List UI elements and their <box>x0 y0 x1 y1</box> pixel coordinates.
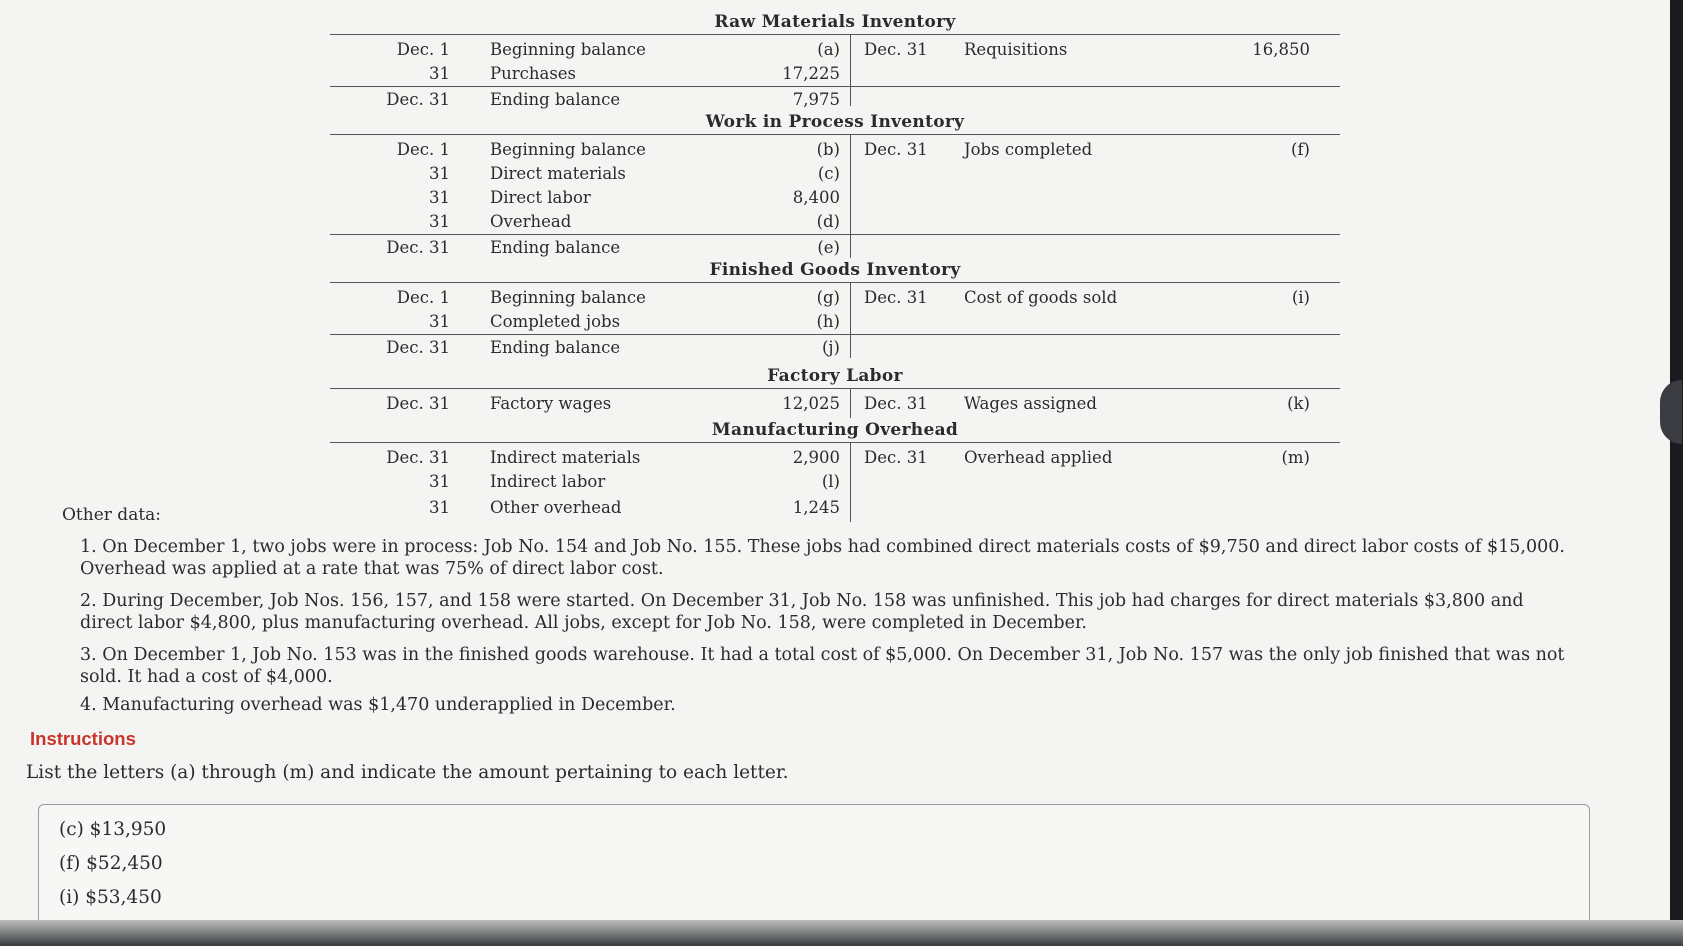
balance-rule <box>330 86 1340 87</box>
entry-description: Factory wages <box>490 394 612 413</box>
answer-line: (c) $13,950 <box>59 819 167 840</box>
entry-description: Direct labor <box>490 188 591 207</box>
credit-row <box>852 140 1340 164</box>
entry-amount: (a) <box>817 40 840 59</box>
debit-row-balance <box>330 238 850 262</box>
credit-row <box>852 394 1340 418</box>
entry-amount: 7,975 <box>792 90 840 109</box>
entry-date: Dec. 31 <box>864 140 928 159</box>
entry-description: Beginning balance <box>490 40 646 59</box>
other-data-label: Other data: <box>62 505 162 525</box>
entry-amount: (h) <box>816 312 840 331</box>
account-top-rule <box>330 442 1340 443</box>
entry-description: Requisitions <box>964 40 1068 59</box>
account-title: Raw Materials Inventory <box>714 12 956 32</box>
entry-date: Dec. 31 <box>386 338 450 357</box>
entry-amount: (d) <box>816 212 840 231</box>
debit-row-balance <box>330 338 850 362</box>
entry-amount: (f) <box>1291 140 1310 159</box>
credit-row <box>852 448 1340 472</box>
entry-date: 31 <box>429 164 450 183</box>
credit-row <box>852 288 1340 312</box>
entry-date: 31 <box>429 64 450 83</box>
answer-line: (f) $52,450 <box>59 853 163 874</box>
entry-description: Overhead <box>490 212 572 231</box>
entry-date: Dec. 31 <box>386 448 450 467</box>
other-data-item-3: 3. On December 1, Job No. 153 was in the finished goods warehouse. It had a total cost of $5,000. On December 31, Job No. 157 was the only job finished that was not sold. It had a cost of $4,000. <box>80 645 1565 687</box>
entry-description: Other overhead <box>490 498 622 517</box>
entry-amount: 17,225 <box>782 64 840 83</box>
debit-row <box>330 40 850 64</box>
entry-description: Ending balance <box>490 90 621 109</box>
other-data-item-2: 2. During December, Job Nos. 156, 157, and 158 were started. On December 31, Job No. 158 was unfinished. This job had charges for direct materials $3,800 and direct labor $4,800, plus manufacturing overhead. All jobs, except for Job No. 158, were completed in December. <box>80 591 1524 633</box>
entry-description: Beginning balance <box>490 140 646 159</box>
entry-amount: (k) <box>1287 394 1310 413</box>
debit-row <box>330 64 850 88</box>
debit-row <box>330 312 850 336</box>
entry-description: Beginning balance <box>490 288 646 307</box>
entry-description: Ending balance <box>490 238 621 257</box>
account-center-rule <box>850 34 851 106</box>
entry-date: Dec. 1 <box>396 140 450 159</box>
debit-row <box>330 164 850 188</box>
debit-row-balance <box>330 90 850 114</box>
other-data-item-1: 1. On December 1, two jobs were in process: Job No. 154 and Job No. 155. These jobs had combined direct materials costs of $9,750 and direct labor costs of $15,000. Overhead was applied at a rate that was 75% of direct labor cost. <box>80 537 1565 579</box>
entry-amount: (l) <box>821 472 840 491</box>
entry-amount: (i) <box>1291 288 1310 307</box>
balance-rule <box>330 234 1340 235</box>
entry-description: Cost of goods sold <box>964 288 1118 307</box>
entry-amount: 2,900 <box>792 448 840 467</box>
entry-description: Indirect materials <box>490 448 641 467</box>
entry-date: Dec. 1 <box>396 40 450 59</box>
entry-date: Dec. 31 <box>386 394 450 413</box>
debit-row <box>330 212 850 236</box>
debit-row <box>330 188 850 212</box>
credit-row <box>852 40 1340 64</box>
entry-description: Direct materials <box>490 164 626 183</box>
entry-description: Overhead applied <box>964 448 1113 467</box>
entry-amount: (j) <box>822 338 840 357</box>
entry-description: Wages assigned <box>964 394 1097 413</box>
account-center-rule <box>850 442 851 522</box>
scroll-handle[interactable] <box>1660 380 1682 444</box>
entry-amount: (g) <box>816 288 840 307</box>
entry-date: 31 <box>429 188 450 207</box>
entry-amount: 12,025 <box>782 394 840 413</box>
entry-amount: 16,850 <box>1252 40 1310 59</box>
entry-date: Dec. 31 <box>864 394 928 413</box>
entry-date: 31 <box>429 472 450 491</box>
entry-date: Dec. 31 <box>386 90 450 109</box>
answer-line: (i) $53,450 <box>59 887 162 908</box>
account-title: Manufacturing Overhead <box>711 420 959 440</box>
entry-date: Dec. 1 <box>396 288 450 307</box>
other-data-item-4: 4. Manufacturing overhead was $1,470 underapplied in December. <box>80 695 676 715</box>
account-center-rule <box>850 134 851 258</box>
debit-row <box>330 394 850 418</box>
entry-description: Jobs completed <box>964 140 1093 159</box>
entry-amount: (c) <box>817 164 840 183</box>
screen-bezel <box>1670 0 1683 946</box>
entry-amount: (b) <box>816 140 840 159</box>
account-title: Finished Goods Inventory <box>709 260 961 280</box>
entry-description: Indirect labor <box>490 472 606 491</box>
account-top-rule <box>330 388 1340 389</box>
debit-row <box>330 448 850 472</box>
account-top-rule <box>330 282 1340 283</box>
entry-description: Completed jobs <box>490 312 621 331</box>
debit-row <box>330 472 850 496</box>
entry-date: 31 <box>429 312 450 331</box>
instructions-heading: Instructions <box>30 728 136 749</box>
account-title: Factory Labor <box>767 366 903 386</box>
page-bottom-shadow <box>0 920 1683 946</box>
entry-date: Dec. 31 <box>864 448 928 467</box>
entry-date: Dec. 31 <box>864 288 928 307</box>
entry-date: Dec. 31 <box>864 40 928 59</box>
entry-description: Purchases <box>490 64 577 83</box>
account-title: Work in Process Inventory <box>705 112 965 132</box>
account-top-rule <box>330 34 1340 35</box>
entry-date: 31 <box>429 212 450 231</box>
entry-description: Ending balance <box>490 338 621 357</box>
entry-amount: (e) <box>817 238 840 257</box>
debit-row <box>330 498 850 522</box>
debit-row <box>330 140 850 164</box>
entry-date: Dec. 31 <box>386 238 450 257</box>
entry-date: 31 <box>429 498 450 517</box>
account-center-rule <box>850 388 851 418</box>
entry-amount: (m) <box>1281 448 1310 467</box>
entry-amount: 8,400 <box>792 188 840 207</box>
instructions-text: List the letters (a) through (m) and indicate the amount pertaining to each letter. <box>26 762 789 783</box>
balance-rule <box>330 334 1340 335</box>
debit-row <box>330 288 850 312</box>
account-top-rule <box>330 134 1340 135</box>
account-center-rule <box>850 282 851 358</box>
entry-amount: 1,245 <box>792 498 840 517</box>
